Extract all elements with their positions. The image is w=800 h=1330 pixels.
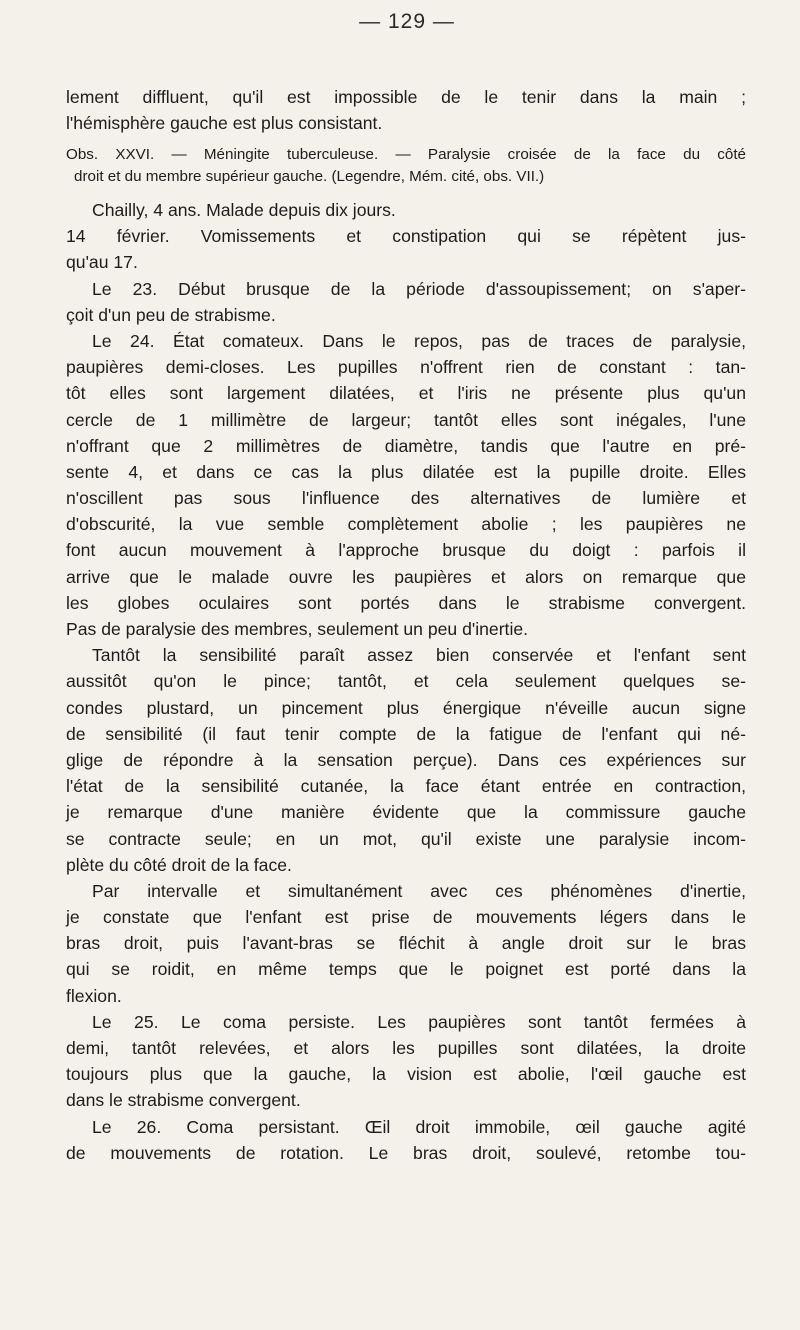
text-line: Par intervalle et simultanément avec ces phénomènes d'inertie, [92, 880, 746, 901]
text-line: Tantôt la sensibilité paraît assez bien conservée et l'enfant sent [92, 645, 746, 666]
text-line: qui se roidit, en même temps que le poignet est porté dans la [66, 959, 746, 980]
page-number: — 129 — [359, 10, 455, 33]
text-line: Le 25. Le coma persiste. Les paupières sont tantôt fermées à [92, 1011, 746, 1032]
text-line: de mouvements de rotation. Le bras droit, soulevé, retombe tou- [66, 1142, 746, 1163]
text-line: plète du côté droit de la face. [66, 854, 292, 875]
text-line: Le 26. Coma persistant. Œil droit immobile, œil gauche agité [92, 1116, 746, 1137]
text-line: qu'au 17. [66, 252, 138, 273]
text-line: se contracte seule; en un mot, qu'il existe une paralysie incom- [66, 828, 746, 849]
text-line: Chailly, 4 ans. Malade depuis dix jours. [92, 200, 396, 220]
text-line: condes plustard, un pincement plus énergique n'éveille aucun signe [66, 697, 746, 718]
text-line: Pas de paralysie des membres, seulement un peu d'inertie. [66, 619, 529, 639]
text-line: tôt elles sont largement dilatées, et l'iris ne présente plus qu'un [66, 383, 746, 404]
observation-body [66, 197, 746, 1166]
intro-paragraph [66, 84, 746, 136]
observation-title-line: Obs. XXVI. — Méningite tuberculeuse. — Paralysie croisée de la face du côté [66, 146, 746, 163]
text-line: dans le strabisme convergent. [66, 1090, 301, 1111]
text-line: font aucun mouvement à l'approche brusque du doigt : parfois il [66, 540, 746, 561]
text-line: Le 23. Début brusque de la période d'assoupissement; on s'aper- [92, 278, 746, 299]
text-line: les globes oculaires sont portés dans le strabisme convergent. [66, 592, 746, 613]
text-line: je remarque d'une manière évidente que la commissure gauche [66, 802, 746, 823]
observation-title-line: droit et du membre supérieur gauche. (Legendre, Mém. cité, obs. VII.) [74, 168, 545, 185]
text-line: de sensibilité (il faut tenir compte de la fatigue de l'enfant qui né- [66, 723, 746, 744]
text-line: çoit d'un peu de strabisme. [66, 304, 276, 325]
text-line: n'oscillent pas sous l'influence des alternatives de lumière et [66, 488, 746, 509]
text-line: flexion. [66, 985, 122, 1006]
text-line: glige de répondre à la sensation perçue). Dans ces expériences sur [66, 749, 746, 770]
observation-heading [66, 144, 746, 188]
text-line: l'hémisphère gauche est plus consistant. [66, 113, 383, 134]
text-line: cercle de 1 millimètre de largeur; tantôt elles sont inégales, l'une [66, 409, 746, 430]
text-line: aussitôt qu'on le pince; tantôt, et cela seulement quelques se- [66, 671, 746, 692]
text-line: n'offrant que 2 millimètres de diamètre, tandis que l'autre en pré- [66, 435, 746, 456]
text-line: toujours plus que la gauche, la vision est abolie, l'œil gauche est [66, 1064, 746, 1085]
text-line: paupières demi-closes. Les pupilles n'offrent rien de constant : tan- [66, 357, 746, 378]
text-line: je constate que l'enfant est prise de mouvements légers dans le [66, 907, 746, 928]
text-line: bras droit, puis l'avant-bras se fléchit à angle droit sur le bras [66, 933, 746, 954]
text-line: demi, tantôt relevées, et alors les pupilles sont dilatées, la droite [66, 1038, 746, 1058]
text-line: d'obscurité, la vue semble complètement abolie ; les paupières ne [66, 514, 746, 535]
text-line: arrive que le malade ouvre les paupières et alors on remarque que [66, 566, 746, 587]
text-line: sente 4, et dans ce cas la plus dilatée est la pupille droite. Elles [66, 461, 746, 482]
text-line: 14 février. Vomissements et constipation qui se répètent jus- [66, 226, 746, 247]
text-line: lement diffluent, qu'il est impossible de le tenir dans la main ; [66, 87, 746, 107]
text-line: l'état de la sensibilité cutanée, la face étant entrée en contraction, [66, 776, 746, 797]
text-line: Le 24. État comateux. Dans le repos, pas de traces de paralysie, [92, 330, 746, 351]
